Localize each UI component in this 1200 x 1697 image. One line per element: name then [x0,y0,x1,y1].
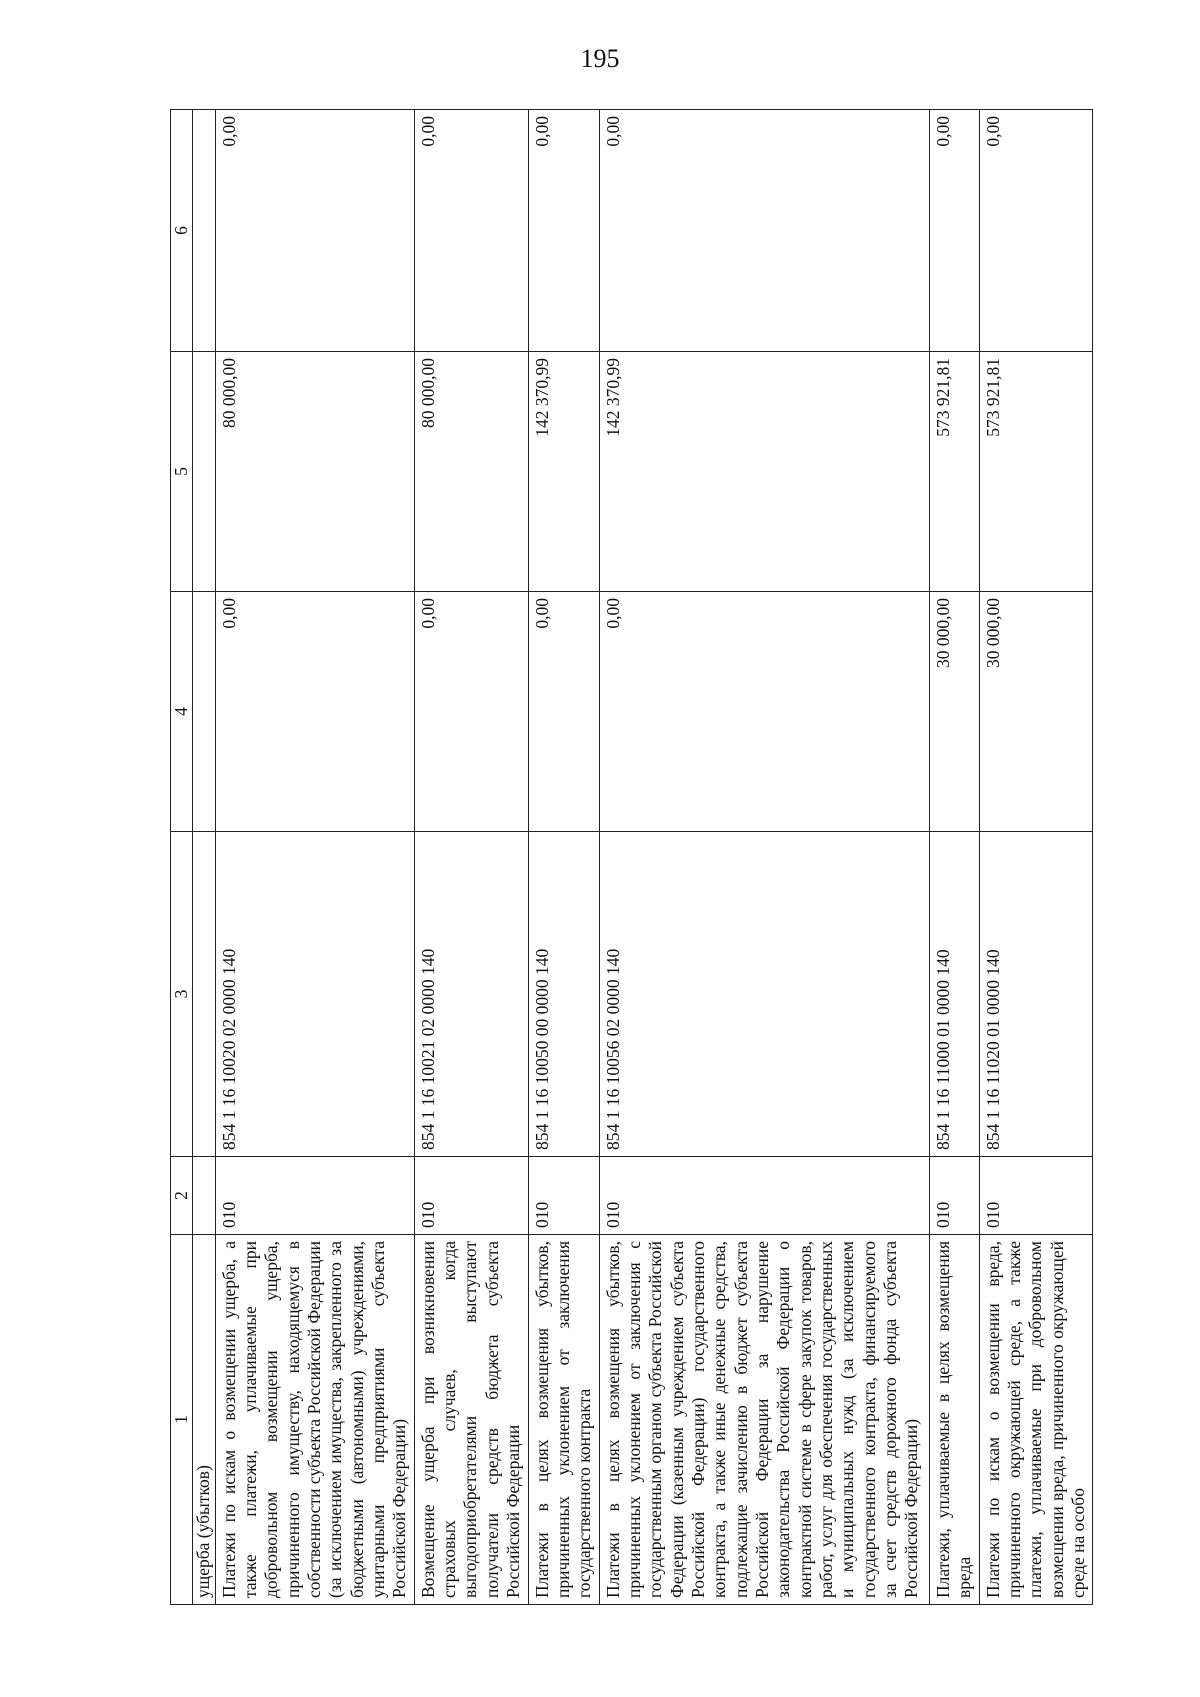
value-col6: 0,00 [414,110,528,352]
revenue-name: Платежи по искам о возмещении ущерба, а также платежи, уплачиваемые при добровольном возмещении ущерба, причиненного имуществу, находящемуся в собственности субъекта Российской Федерации (за исключением имущества, закрепленного за бюджетными (автономными) учреждениями, унитарными предприятиями субъекта Российской Федерации) [215,1235,414,1605]
table-row [599,110,929,1605]
value-col6: 0,00 [599,110,929,352]
table-row [215,110,414,1605]
revenue-name: Платежи в целях возмещения убытков, причиненных уклонением от заключения с государственным органом субъекта Российской Федерации (казенным учреждением субъекта Российской Федерации) государственного контракта, а также иные денежные средства, подлежащие зачислению в бюджет субъекта Российской Федерации за нарушение законодательства Российской Федерации о контрактной системе в сфере закупок товаров, работ, услуг для обеспечения государственных и муниципальных нужд (за исключением государственного контракта, финансируемого за счет средств дорожного фонда субъекта Российской Федерации) [599,1235,929,1605]
kbk-code: 854 1 16 10056 02 0000 140 [599,832,929,1157]
column-number-row [171,110,193,1605]
page-number: 195 [580,44,620,73]
value-col4: 0,00 [414,592,528,832]
value-col6: 0,00 [929,110,979,352]
table-row [414,110,528,1605]
continuation-text: ущерба (убытков) [193,1235,215,1605]
column-number: 1 [171,1235,193,1605]
value-col4: 30 000,00 [929,592,979,832]
value-col5: 80 000,00 [414,352,528,592]
admin-code: 010 [599,1157,929,1235]
admin-code: 010 [215,1157,414,1235]
column-number: 2 [171,1157,193,1235]
kbk-code: 854 1 16 10050 00 0000 140 [528,832,599,1157]
budget-revenue-table [170,109,1093,1605]
revenue-name: Платежи в целях возмещения убытков, причиненных уклонением от заключения государственного контракта [528,1235,599,1605]
admin-code: 010 [414,1157,528,1235]
admin-code: 010 [979,1157,1093,1235]
value-col5: 142 370,99 [528,352,599,592]
value-col5: 142 370,99 [599,352,929,592]
column-number: 3 [171,832,193,1157]
value-col6: 0,00 [528,110,599,352]
column-number: 4 [171,592,193,832]
column-number: 6 [171,110,193,352]
table-row [929,110,979,1605]
column-number: 5 [171,352,193,592]
revenue-name: Возмещение ущерба при возникновении страховых случаев, когда выгодоприобретателями выступают получатели средств бюджета субъекта Российской Федерации [414,1235,528,1605]
value-col5: 573 921,81 [929,352,979,592]
kbk-code: 854 1 16 10020 02 0000 140 [215,832,414,1157]
admin-code: 010 [528,1157,599,1235]
value-col6: 0,00 [979,110,1093,352]
value-col5: 80 000,00 [215,352,414,592]
value-col4: 0,00 [599,592,929,832]
value-col5: 573 921,81 [979,352,1093,592]
value-col4: 0,00 [528,592,599,832]
value-col4: 0,00 [215,592,414,832]
continuation-row [193,110,215,1605]
kbk-code: 854 1 16 11000 01 0000 140 [929,832,979,1157]
revenue-name: Платежи по искам о возмещении вреда, причиненного окружающей среде, а также платежи, уплачиваемые при добровольном возмещении вреда, причиненного окружающей среде на особо [979,1235,1093,1605]
admin-code: 010 [929,1157,979,1235]
table-row [528,110,599,1605]
rotated-table-container [170,110,1088,1605]
kbk-code: 854 1 16 11020 01 0000 140 [979,832,1093,1157]
value-col6: 0,00 [215,110,414,352]
value-col4: 30 000,00 [979,592,1093,832]
revenue-name: Платежи, уплачиваемые в целях возмещения вреда [929,1235,979,1605]
kbk-code: 854 1 16 10021 02 0000 140 [414,832,528,1157]
table-row [979,110,1093,1605]
